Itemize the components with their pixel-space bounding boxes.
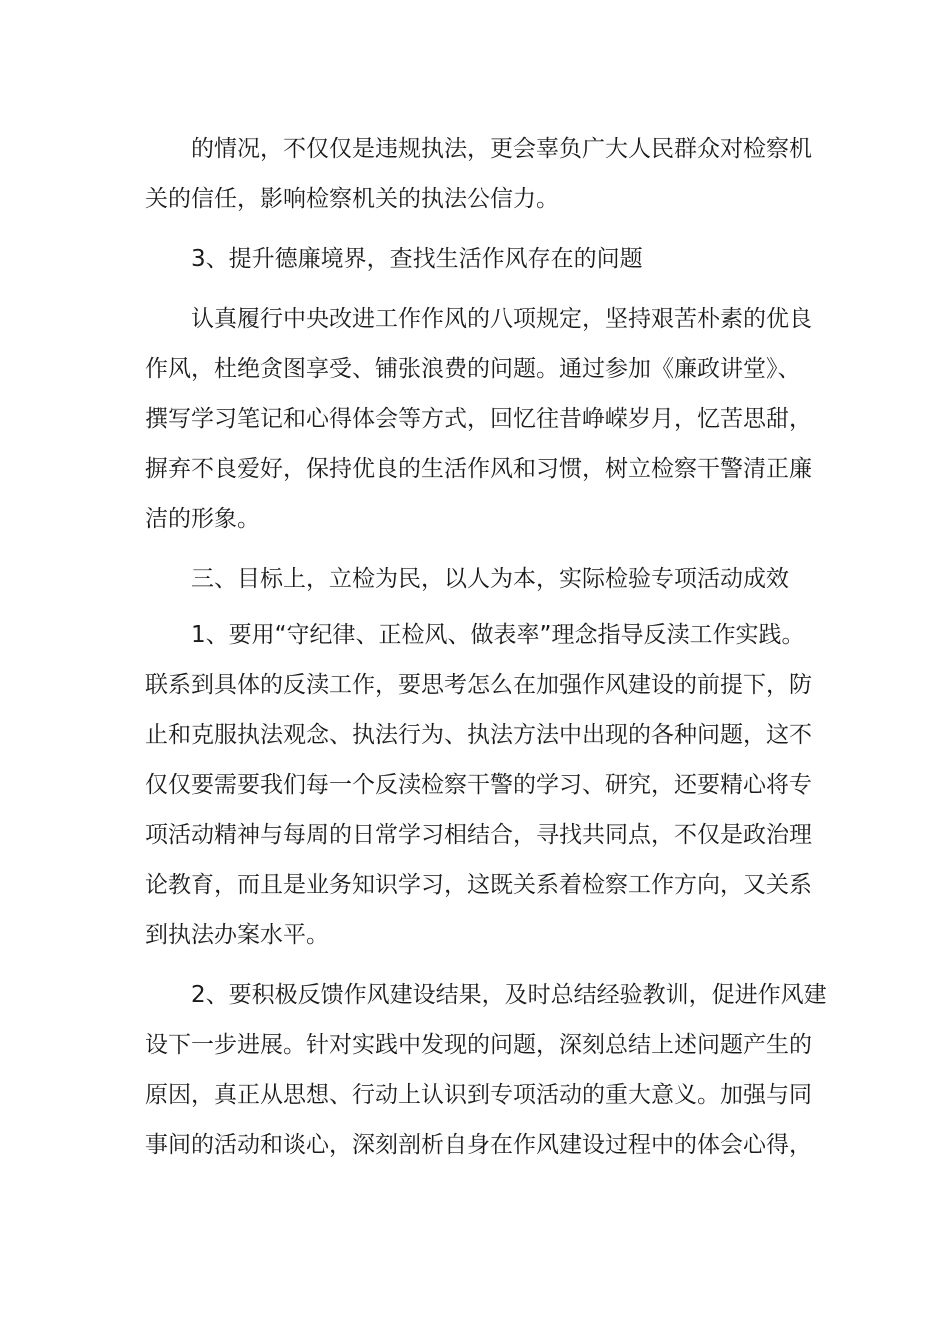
text-line: 设下一步进展。针对实践中发现的问题，深刻总结上述问题产生的	[145, 1032, 812, 1058]
paragraph-item-1	[145, 610, 812, 960]
paragraph-continuation	[145, 124, 812, 224]
text-line: 仅仅要需要我们每一个反渎检察干警的学习、研究，还要精心将专	[145, 772, 812, 798]
paragraph-integrity	[145, 294, 812, 544]
text-line: 的情况，不仅仅是违规执法，更会辜负广大人民群众对检察机	[191, 136, 812, 162]
subheading-text: 3、提升德廉境界，查找生活作风存在的问题	[191, 246, 643, 272]
document-body	[145, 124, 827, 1170]
subheading-3	[145, 234, 809, 284]
text-line: 联系到具体的反渎工作，要思考怎么在加强作风建设的前提下，防	[145, 672, 812, 698]
text-line: 洁的形象。	[145, 506, 260, 532]
text-line: 事间的活动和谈心，深刻剖析自身在作风建设过程中的体会心得，	[145, 1132, 812, 1158]
text-line: 关的信任，影响检察机关的执法公信力。	[145, 186, 559, 212]
text-line: 止和克服执法观念、执法行为、执法方法中出现的各种问题，这不	[145, 722, 812, 748]
text-line: 到执法办案水平。	[145, 922, 329, 948]
text-line: 1、要用“守纪律、正检风、做表率”理念指导反渎工作实践。	[191, 622, 805, 648]
section-heading-3	[145, 554, 809, 604]
text-line: 撰写学习笔记和心得体会等方式，回忆往昔峥嵘岁月，忆苦思甜，	[145, 406, 812, 432]
text-line: 认真履行中央改进工作作风的八项规定，坚持艰苦朴素的优良	[191, 306, 812, 332]
text-line: 论教育，而且是业务知识学习，这既关系着检察工作方向，又关系	[145, 872, 812, 898]
section-heading-text: 三、目标上，立检为民，以人为本，实际检验专项活动成效	[191, 566, 789, 592]
text-line: 摒弃不良爱好，保持优良的生活作风和习惯，树立检察干警清正廉	[145, 456, 812, 482]
text-line: 作风，杜绝贪图享受、铺张浪费的问题。通过参加《廉政讲堂》、	[145, 356, 801, 382]
text-line: 项活动精神与每周的日常学习相结合，寻找共同点，不仅是政治理	[145, 822, 812, 848]
text-line: 2、要积极反馈作风建设结果，及时总结经验教训，促进作风建	[191, 982, 827, 1008]
paragraph-item-2	[145, 970, 827, 1170]
text-line: 原因，真正从思想、行动上认识到专项活动的重大意义。加强与同	[145, 1082, 812, 1108]
